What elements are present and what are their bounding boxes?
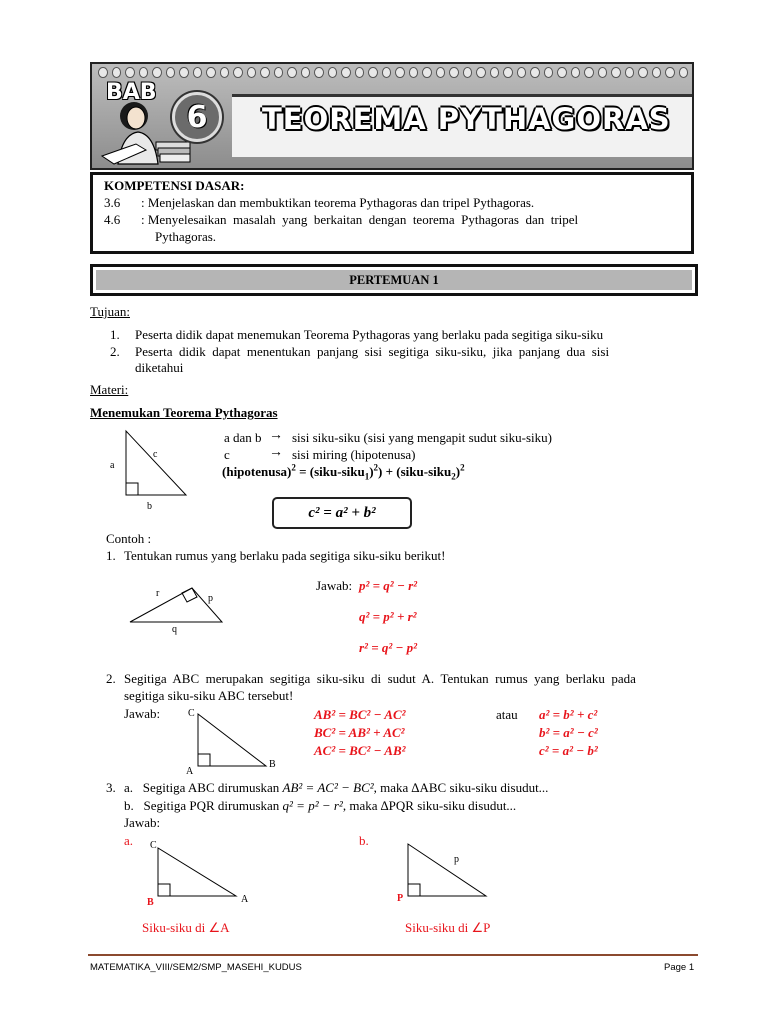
triangle-pqr-diagram — [126, 580, 236, 640]
tri2-label-p: p — [208, 593, 213, 604]
materi-label: Materi: — [90, 382, 129, 397]
tri1-label-b: b — [147, 501, 152, 512]
tri2-label-q: q — [172, 624, 177, 635]
part-a-label: a. — [124, 833, 134, 848]
kompetensi-code-2: 4.6 — [104, 212, 121, 227]
tujuan-text-1: Peserta didik dapat menemukan Teorema Pythagoras yang berlaku pada segitiga siku-siku — [135, 327, 604, 342]
answer-1b: q² = p² + r² — [359, 609, 417, 624]
def2-term: c — [224, 447, 230, 462]
answer-3b: Siku-siku di ∠P — [405, 920, 491, 935]
answer-1c: r² = q² − p² — [359, 640, 418, 655]
jawab-3-label: Jawab: — [124, 815, 161, 830]
q2-num: 2. — [106, 671, 116, 686]
contoh-label: Contoh : — [106, 531, 152, 546]
jawab-2-label: Jawab: — [124, 706, 161, 721]
tri4-label-C: C — [150, 840, 157, 851]
q1-num: 1. — [106, 548, 116, 563]
footer-page-number: Page 1 — [664, 962, 695, 973]
tujuan-num-2: 2. — [110, 344, 120, 359]
answer-2-left-1: AB² = BC² − AC² — [314, 707, 406, 722]
arrow-icon: → — [269, 445, 283, 460]
q1-text: Tentukan rumus yang berlaku pada segitiga siku-siku berikut! — [124, 548, 446, 563]
tujuan-text-2: Peserta didik dapat menentukan panjang sisi segitiga siku-siku, jika panjang dua sisi — [135, 344, 610, 359]
arrow-icon: → — [269, 428, 283, 443]
tri1-label-a: a — [110, 460, 115, 471]
kompetensi-text-1: : Menjelaskan dan membuktikan teorema Pythagoras dan tripel Pythagoras. — [141, 195, 535, 210]
answer-2-right-1: a² = b² + c² — [539, 707, 598, 722]
tri3-label-A: A — [186, 766, 194, 776]
tri5-label-P: P — [397, 893, 404, 904]
atau-label: atau — [496, 707, 518, 722]
pertemuan-header — [90, 264, 698, 296]
kompetensi-box — [90, 172, 694, 254]
pythagoras-formula-box: c² = a² + b² — [272, 497, 412, 529]
q3-num: 3. — [106, 780, 116, 795]
tri1-label-c: c — [153, 449, 158, 460]
triangle-cba-q3a-diagram — [140, 836, 260, 910]
kompetensi-text-2b: Pythagoras. — [155, 229, 217, 244]
kompetensi-text-2: : Menyelesaikan masalah yang berkaitan dengan teorema Pythagoras dan tripel — [141, 212, 579, 227]
kompetensi-heading: KOMPETENSI DASAR: — [104, 178, 245, 193]
part-b-label: b. — [359, 833, 369, 848]
tri3-label-C: C — [188, 708, 195, 719]
triangle-p-q3b-diagram — [392, 838, 502, 908]
page-title: TEOREMA PYTHAGORAS — [262, 102, 671, 136]
tri3-label-B: B — [269, 759, 276, 770]
tri2-label-r: r — [156, 588, 160, 599]
answer-2-left-2: BC² = AB² + AC² — [314, 725, 405, 740]
answer-1a: p² = q² − r² — [359, 578, 418, 593]
tri5-label-p: p — [454, 854, 459, 865]
chapter-number: 6 — [172, 92, 222, 142]
bab-label: BAB — [106, 80, 157, 105]
def3-formula: (hipotenusa)$^2$ = (siku-siku$_1$)$^2$) + (siku-siku$_2$)$^2$ — [222, 462, 465, 482]
q3b: b. Segitiga PQR dirumuskan q² = p² − r², maka ∆PQR siku-siku disudut... — [124, 798, 517, 813]
tujuan-label: Tujuan: — [90, 304, 130, 319]
q3a: a. Segitiga ABC dirumuskan AB² = AC² − BC², maka ∆ABC siku-siku disudut... — [124, 780, 549, 795]
triangle-abc-q2-diagram — [180, 704, 280, 776]
def1-desc: sisi siku-siku (sisi yang mengapit sudut siku-siku) — [292, 430, 552, 445]
footer-course: MATEMATIKA_VIII/SEM2/SMP_MASEHI_KUDUS — [90, 962, 302, 973]
tri4-label-A: A — [241, 894, 249, 905]
tujuan-text-2b: diketahui — [135, 360, 184, 375]
answer-2-right-2: b² = a² − c² — [539, 725, 598, 740]
chapter-banner — [90, 62, 694, 170]
triangle-abc-diagram — [100, 425, 200, 515]
q2-line-2: segitiga siku-siku ABC tersebut! — [124, 688, 294, 703]
tri4-label-B: B — [147, 897, 154, 908]
banner-dots — [98, 67, 688, 79]
def1-term: a dan b — [224, 430, 262, 445]
answer-2-right-3: c² = a² − b² — [539, 743, 598, 758]
q2-line-1: Segitiga ABC merupakan segitiga siku-siku di sudut A. Tentukan rumus yang berlaku pada — [124, 671, 636, 686]
kompetensi-code-1: 3.6 — [104, 195, 121, 210]
pertemuan-label: PERTEMUAN 1 — [96, 270, 692, 290]
footer-divider — [88, 954, 698, 956]
answer-3a: Siku-siku di ∠A — [142, 920, 230, 935]
jawab-1-label: Jawab: — [316, 578, 353, 593]
tujuan-num-1: 1. — [110, 327, 120, 342]
materi-subheading: Menemukan Teorema Pythagoras — [90, 405, 278, 420]
def2-desc: sisi miring (hipotenusa) — [292, 447, 416, 462]
answer-2-left-3: AC² = BC² − AB² — [314, 743, 406, 758]
